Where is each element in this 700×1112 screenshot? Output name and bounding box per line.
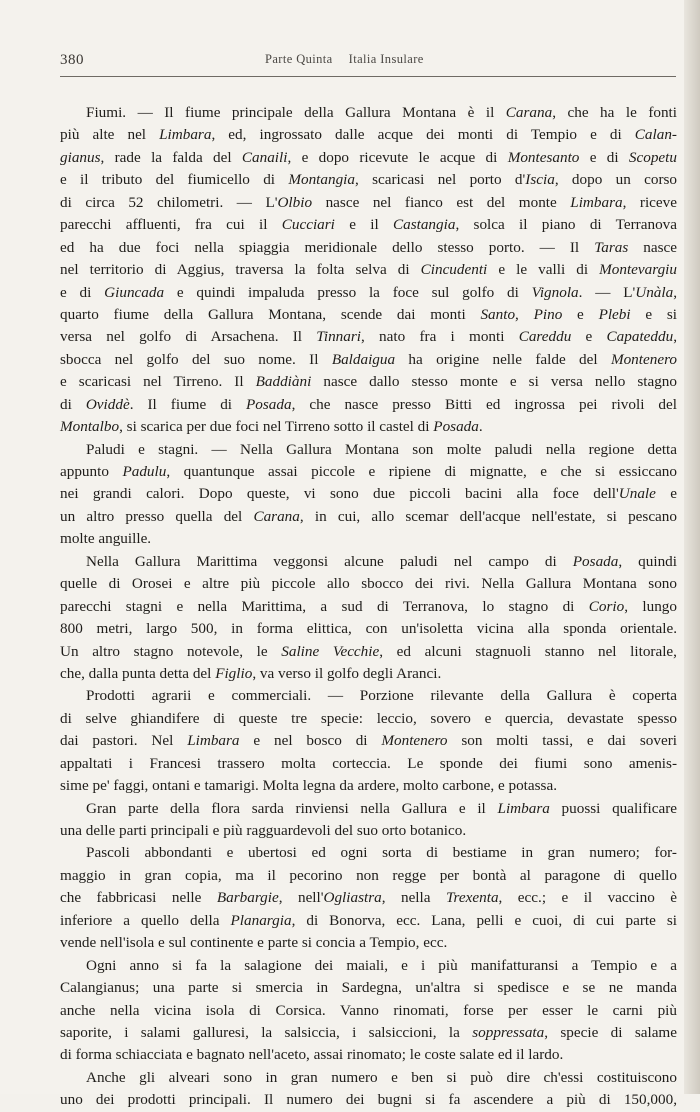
paragraph	[60, 102, 677, 439]
text-line: di circa 52 chilometri. — L'Olbio nasce nel fianco est del monte Limbara, riceve	[60, 193, 677, 211]
text-line: nei grandi calori. Dopo queste, vi sono due piccoli bacini alla foce dell'Unale e	[60, 485, 677, 503]
text-line: di forma schiacciata e bagnato nell'aceto, assai rinomato; le coste salate ed il lardo.	[60, 1046, 564, 1064]
text-line: nel territorio di Aggius, traversa la folta selva di Cincudenti e le valli di Montevargiu	[60, 261, 677, 279]
text-line: Montalbo, si scarica per due foci nel Tirreno sotto il castel di Posada.	[60, 418, 483, 436]
paragraph	[60, 685, 677, 797]
text-line: sime pe' faggi, ontani e tamarigi. Molta legna da ardere, molto carbone, e potassa.	[60, 777, 557, 795]
text-line: saporite, i salami galluresi, la salsiccia, i salsiccioni, la soppressata, specie di salame	[60, 1023, 677, 1041]
paragraph	[60, 955, 677, 1067]
text-line: vende nell'isola e sul continente e parte si concia a Tempio, ecc.	[60, 934, 448, 952]
text-line: appaltati i Francesi trassero molta corteccia. Le sponde dei fiumi sono amenis-	[60, 754, 677, 772]
text-line: e scaricasi nel Tirreno. Il Baddiàni nasce dallo stesso monte e si versa nello stagno	[60, 373, 677, 391]
text-line: inferiore a quello della Planargia, di Bonorva, ecc. Lana, pelli e cuoi, di cui parte si	[60, 911, 677, 929]
text-line: gianus, rade la falda del Canaili, e dopo ricevute le acque di Montesanto e di Scopetu	[60, 148, 677, 166]
text-line: che, dalla punta detta del Figlio, va verso il golfo degli Aranci.	[60, 664, 442, 682]
text-line: Prodotti agrarii e commerciali. — Porzione rilevante della Gallura è coperta	[86, 687, 677, 705]
text-line: quarto fiume della Gallura Montana, scende dai monti Santo, Pino e Plebi e si	[60, 305, 678, 323]
text-line: un altro presso quella del Carana, in cui, allo scemar dell'acque nell'estate, si pescano	[60, 507, 677, 525]
paragraph	[60, 842, 677, 954]
text-line: parecchi stagni e nella Marittima, a sud di Terranova, lo stagno di Corio, lungo	[60, 597, 677, 615]
text-line: e di Giuncada e quindi impaluda presso la foce sul golfo di Vignola. — L'Unàla,	[60, 283, 678, 301]
text-line: una delle parti principali e più ragguardevoli del suo orto botanico.	[60, 822, 467, 839]
text-line: sbocca nel golfo del suo nome. Il Baldaigua ha origine nelle falde del Montenero	[60, 350, 678, 368]
text-line: dai pastori. Nel Limbara e nel bosco di Montenero son molti tassi, e dai soveri	[60, 732, 677, 750]
text-line: Gran parte della flora sarda rinviensi nella Gallura e il Limbara puossi qualificare	[86, 799, 678, 817]
text-line: 800 metri, largo 500, in forma elittica, con un'isoletta vicina alla sponda orientale.	[60, 620, 677, 638]
text-line: molte anguille.	[60, 530, 152, 548]
page-edge-shadow	[684, 0, 700, 1094]
text-line: parecchi affluenti, fra cui il Cucciari e il Castangia, solca il piano di Terranova	[60, 216, 677, 234]
text-line: Paludi e stagni. — Nella Gallura Montana son molte paludi nella regione detta	[86, 440, 677, 458]
paragraph	[60, 1067, 677, 1112]
text-line: versa nel golfo di Arsachena. Il Tinnari, nato fra i monti Careddu e Capateddu,	[60, 328, 677, 346]
paragraph	[60, 551, 677, 686]
text-line: anche nella vicina isola di Corsica. Vanno rinomati, forse per esser le carni più	[60, 1001, 677, 1019]
text-line: uno dei prodotti principali. Il numero dei bugni si fa ascendere a più di 150,000,	[60, 1091, 677, 1109]
text-line: Nella Gallura Marittima veggonsi alcune paludi nel campo di Posada, quindi	[86, 552, 677, 570]
text-line: più alte nel Limbara, ed, ingrossato dalle acque dei monti di Tempio e di Calan-	[60, 126, 677, 144]
page-body-text	[60, 102, 677, 1112]
text-line: appunto Padulu, quantunque assai piccole e ripiene di mignatte, e che si essiccano	[60, 463, 677, 480]
text-line: di selve ghiandifere di queste tre specie: leccio, sovero e quercia, devastate spesso	[60, 709, 677, 727]
text-line: Un altro stagno notevole, le Saline Vecchie, ed alcuni stagnuoli stanno nel litorale,	[60, 642, 677, 660]
text-line: quelle di Orosei e altre più piccole allo sbocco dei rivi. Nella Gallura Montana sono	[60, 575, 677, 593]
page-number: 380	[60, 52, 84, 68]
text-line: maggio in gran copia, ma il pecorino non regge per bontà al paragone di quello	[60, 866, 677, 884]
running-head-section: Italia Insulare	[348, 52, 424, 66]
paragraph	[60, 798, 677, 843]
paragraph	[60, 439, 677, 551]
running-head-part: Parte Quinta	[265, 52, 333, 66]
header-rule	[60, 76, 676, 77]
page-header	[60, 52, 676, 74]
text-line: e il tributo del fiumicello di Montangia, scaricasi nel porto d'Iscia, dopo un corso	[60, 171, 678, 189]
text-line: Pascoli abbondanti e ubertosi ed ogni sorta di bestiame in gran numero; for-	[86, 844, 677, 862]
text-line: Calangianus; una parte si smercia in Sardegna, un'altra si spedisce e se ne manda	[60, 979, 677, 997]
text-line: Fiumi. — Il fiume principale della Gallura Montana è il Carana, che ha le fonti	[86, 104, 677, 121]
text-line: Anche gli alveari sono in gran numero e ben si può dire ch'essi costituiscono	[86, 1068, 677, 1086]
text-line: di Oviddè. Il fiume di Posada, che nasce presso Bitti ed ingrossa pei rivoli del	[60, 395, 677, 413]
text-line: che fabbricasi nelle Barbargie, nell'Ogliastra, nella Trexenta, ecc.; e il vaccino è	[60, 889, 678, 907]
text-line: ed ha due foci nella spiaggia meridionale dello stesso porto. — Il Taras nasce	[60, 238, 678, 256]
text-line: Ogni anno si fa la salagione dei maiali, e i più manifatturansi a Tempio e a	[86, 956, 677, 974]
running-head	[265, 52, 424, 67]
